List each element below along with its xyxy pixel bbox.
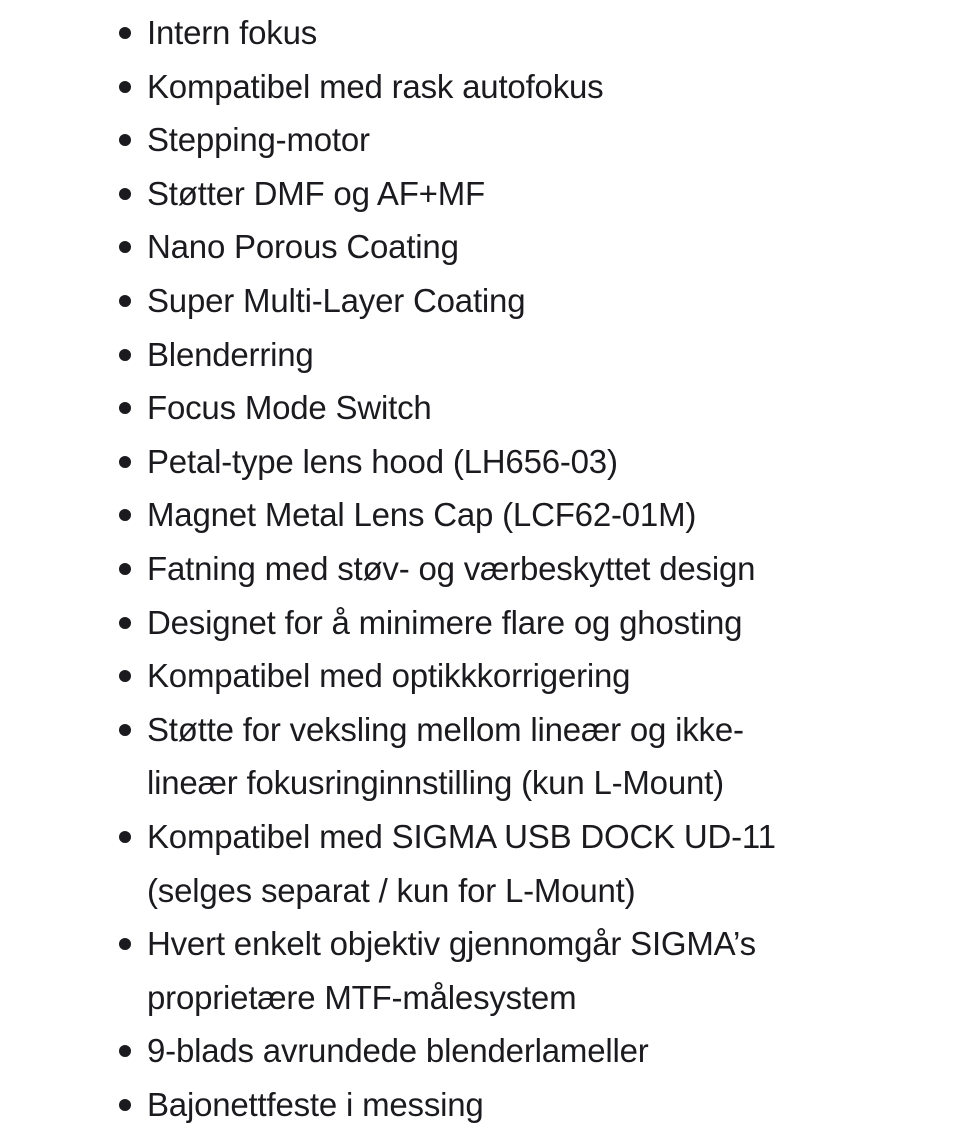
bullet-icon xyxy=(119,938,131,950)
list-item xyxy=(147,488,847,542)
bullet-icon xyxy=(119,509,131,521)
list-item xyxy=(147,1078,847,1132)
list-item-text: Super Multi-Layer Coating xyxy=(147,281,526,319)
bullet-icon xyxy=(119,1045,131,1057)
list-item xyxy=(147,381,847,435)
list-item-text: Fatning med støv- og værbeskyttet design xyxy=(147,549,756,587)
list-item-text-line-1: Støtte for veksling mellom lineær og ikke- xyxy=(147,710,744,748)
list-item-text-line-1: Hvert enkelt objektiv gjennomgår SIGMA’s xyxy=(147,925,756,963)
bullet-icon xyxy=(119,670,131,682)
list-item-text: Nano Porous Coating xyxy=(147,228,459,266)
list-item-text: Blenderring xyxy=(147,335,314,373)
bullet-icon xyxy=(119,134,131,146)
list-item-text: Støtter DMF og AF+MF xyxy=(147,174,485,212)
list-item xyxy=(147,6,847,60)
list-item xyxy=(147,1024,847,1078)
list-item-text-line-2: lineær fokusringinnstilling (kun L-Mount) xyxy=(147,764,724,802)
list-item xyxy=(147,274,847,328)
bullet-icon xyxy=(119,1099,131,1111)
list-item-text: Intern fokus xyxy=(147,14,318,51)
list-item xyxy=(147,596,847,650)
list-item-text-line-1: Kompatibel med SIGMA USB DOCK UD-11 xyxy=(147,817,776,855)
list-item xyxy=(147,328,847,382)
feature-list xyxy=(147,6,847,1131)
list-item-text: 9-blads avrundede blenderlameller xyxy=(147,1032,649,1070)
list-item-text-line-2: (selges separat / kun for L-Mount) xyxy=(147,871,636,909)
list-item xyxy=(147,542,847,596)
list-item xyxy=(147,649,847,703)
bullet-icon xyxy=(119,241,131,253)
bullet-icon xyxy=(119,456,131,468)
list-item xyxy=(147,60,847,114)
bullet-icon xyxy=(119,724,131,736)
list-item xyxy=(147,703,847,810)
list-item-text: Designet for å minimere flare og ghosting xyxy=(147,603,743,641)
bullet-icon xyxy=(119,617,131,629)
bullet-icon xyxy=(119,563,131,575)
bullet-icon xyxy=(119,831,131,843)
bullet-icon xyxy=(119,188,131,200)
list-item xyxy=(147,810,847,917)
bullet-icon xyxy=(119,349,131,361)
list-item-text: Stepping-motor xyxy=(147,121,370,159)
bullet-icon xyxy=(119,27,131,39)
list-item xyxy=(147,435,847,489)
list-item-text: Bajonettfeste i messing xyxy=(147,1085,484,1123)
list-item xyxy=(147,113,847,167)
list-item-text: Kompatibel med optikkkorrigering xyxy=(147,657,631,695)
bullet-icon xyxy=(119,81,131,93)
list-item-text: Focus Mode Switch xyxy=(147,389,432,427)
bullet-icon xyxy=(119,295,131,307)
list-item xyxy=(147,167,847,221)
list-item-text: Kompatibel med rask autofokus xyxy=(147,67,604,105)
bullet-icon xyxy=(119,402,131,414)
list-item-text: Magnet Metal Lens Cap (LCF62-01M) xyxy=(147,496,697,534)
list-item-text: Petal-type lens hood (LH656-03) xyxy=(147,442,618,480)
list-item-text-line-2: proprietære MTF-målesystem xyxy=(147,978,577,1016)
list-item xyxy=(147,220,847,274)
list-item xyxy=(147,917,847,1024)
